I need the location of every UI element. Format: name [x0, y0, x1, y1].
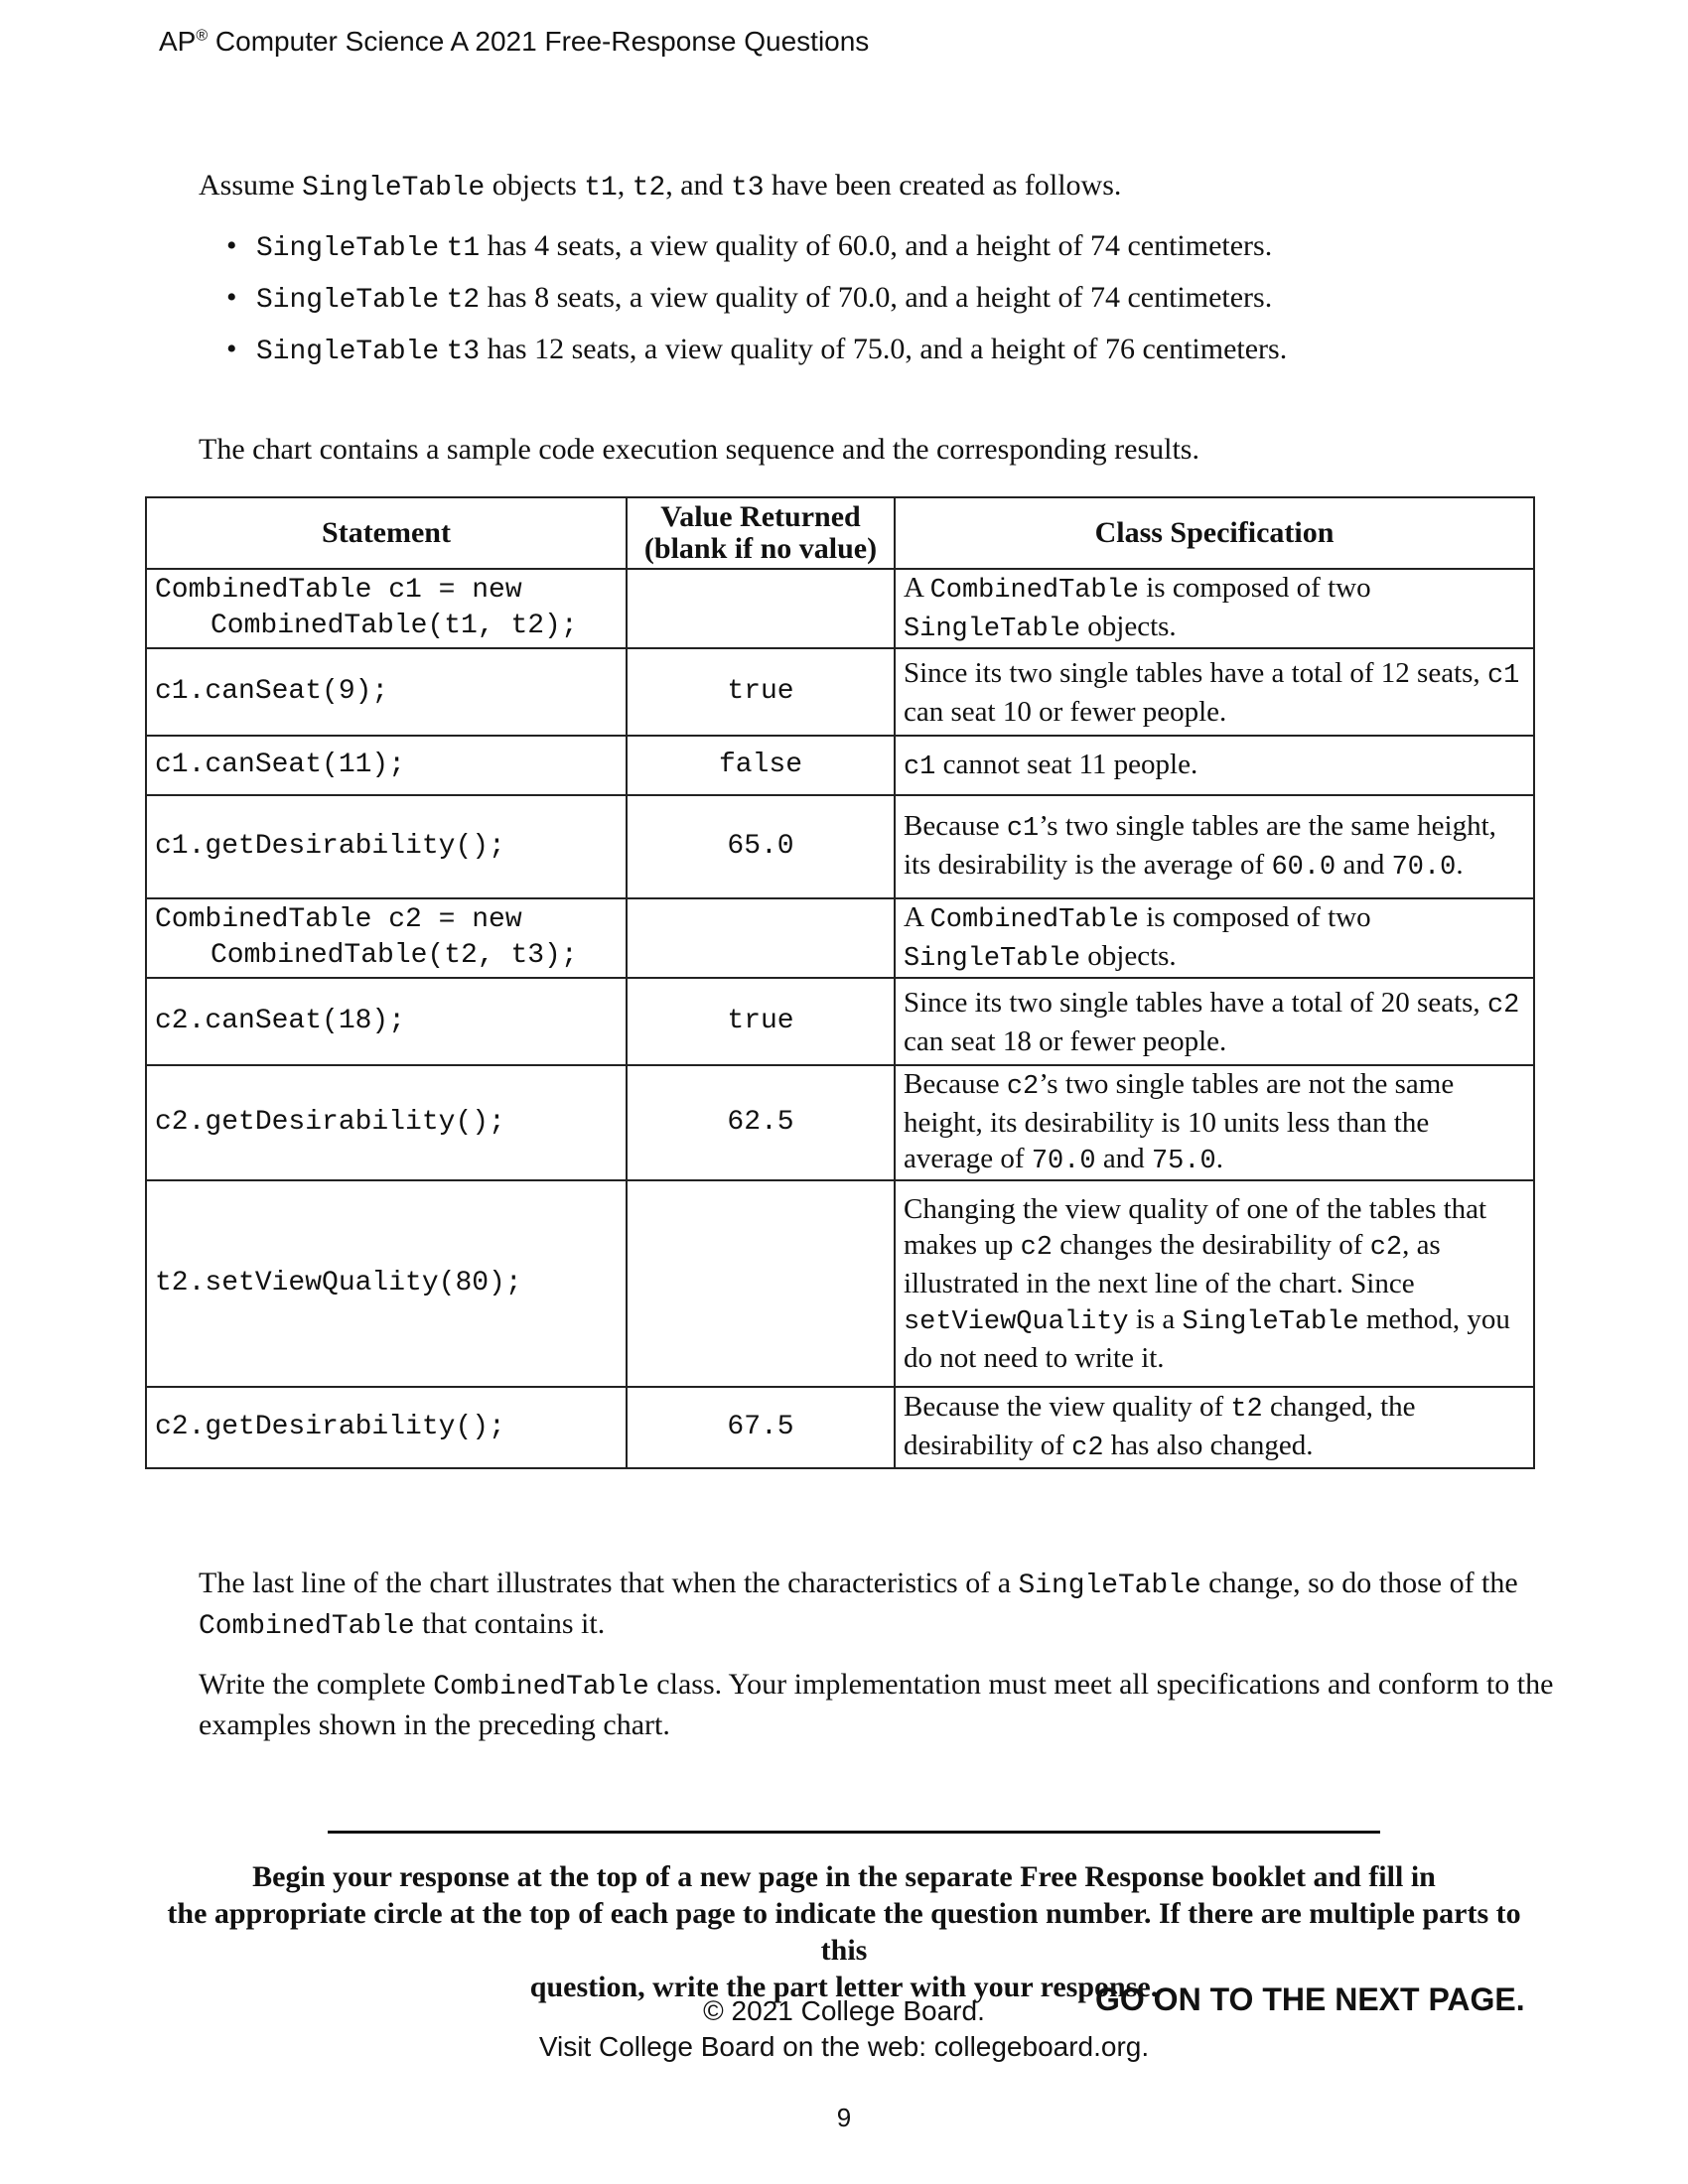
intro-var-t2: t2	[632, 173, 666, 204]
statement-cell	[146, 978, 627, 1065]
intro-class-name: SingleTable	[302, 173, 486, 204]
statement-cell	[146, 569, 627, 648]
text-run: is a	[1128, 1303, 1183, 1335]
statement-cell	[146, 898, 627, 978]
text-run: changed, the desirability of	[904, 1391, 1416, 1461]
code-term: c1	[1006, 814, 1040, 844]
header-value-line2: (blank if no value)	[643, 532, 878, 565]
table-row	[146, 898, 1534, 978]
text-run: is composed of two	[1138, 572, 1371, 604]
code-term: CombinedTable	[199, 1611, 415, 1642]
instruction-line: question, write the part letter with your response.	[529, 1971, 1159, 2003]
table-row	[146, 1387, 1534, 1468]
table-row	[146, 795, 1534, 898]
intro-var-t1: t1	[584, 173, 618, 204]
table-list	[256, 220, 1287, 375]
bullet-var: t3	[446, 337, 481, 367]
class-spec-cell	[895, 978, 1534, 1065]
header-value-line1: Value Returned	[660, 500, 861, 533]
statement-code: c1.canSeat(9);	[155, 676, 389, 707]
code-term: c2	[1006, 1072, 1040, 1102]
bullet-class: SingleTable	[256, 337, 440, 367]
header-statement: Statement	[146, 497, 627, 569]
text-run: Because the view quality of	[904, 1391, 1231, 1423]
statement-cell	[146, 1065, 627, 1180]
bullet-var: t1	[446, 233, 481, 264]
code-term: c2	[1071, 1433, 1104, 1463]
text-run: method, you do not need to write it.	[904, 1303, 1510, 1374]
text-run: , as illustrated in the next line of the chart. Since	[904, 1229, 1441, 1299]
class-spec-cell	[895, 795, 1534, 898]
text-run: Write the complete	[199, 1668, 434, 1701]
statement-cell	[146, 648, 627, 736]
text-run: ’s two single tables are the same height, its desirability is the average of	[904, 810, 1496, 881]
website-notice: Visit College Board on the web: collegeboard.org.	[538, 2031, 1150, 2062]
statement-code: c1.getDesirability();	[155, 831, 505, 862]
table-row	[146, 1180, 1534, 1387]
list-item	[256, 220, 1287, 272]
chart-intro: The chart contains a sample code execution sequence and the corresponding results.	[199, 433, 1199, 466]
intro-sentence: Assume SingleTable objects t1, t2, and t3 have been created as follows.	[199, 169, 1122, 204]
bullet-text: has 12 seats, a view quality of 75.0, and a height of 76 centimeters.	[487, 333, 1288, 365]
code-term: SingleTable	[904, 614, 1081, 644]
table-row	[146, 978, 1534, 1065]
class-spec-cell	[895, 1180, 1534, 1387]
bullet-text: has 4 seats, a view quality of 60.0, and a height of 74 centimeters.	[487, 229, 1273, 262]
code-term: setViewQuality	[904, 1307, 1129, 1337]
text-run: A	[904, 901, 930, 933]
class-spec-cell	[895, 569, 1534, 648]
text-run: .	[1456, 849, 1464, 881]
header-class-spec: Class Specification	[895, 497, 1534, 569]
statement-cell	[146, 795, 627, 898]
text-run: Because	[904, 1068, 1007, 1100]
registered-mark: ®	[196, 27, 209, 45]
header-value-returned	[627, 497, 895, 569]
value-returned-cell	[627, 1180, 895, 1387]
text-run: ’s two single tables are not the same height, its desirability is 10 units less than the average of	[904, 1068, 1455, 1174]
text-run: and	[1336, 849, 1392, 881]
bullet-var: t2	[446, 285, 481, 316]
divider-line	[328, 1831, 1380, 1834]
code-term: c1	[1486, 660, 1520, 691]
class-spec-cell	[895, 1065, 1534, 1180]
instruction-line: Begin your response at the top of a new page in the separate Free Response booklet and fill in	[252, 1860, 1436, 1893]
intro-word: objects	[492, 169, 577, 202]
text-run: has also changed.	[1103, 1430, 1314, 1461]
code-term: c2	[1020, 1233, 1053, 1263]
value-returned-cell: 65.0	[627, 795, 895, 898]
statement-code: c2.canSeat(18);	[155, 1006, 406, 1036]
class-spec-cell	[895, 648, 1534, 736]
table-row	[146, 648, 1534, 736]
text-run: objects.	[1080, 940, 1177, 972]
code-term: c1	[904, 751, 936, 782]
code-term: c2	[1486, 990, 1520, 1021]
value-returned-cell: true	[627, 648, 895, 736]
bullet-class: SingleTable	[256, 285, 440, 316]
text-run: class. Your implementation must meet all specifications and conform to the examples shown in the preceding chart.	[199, 1668, 1554, 1741]
statement-code-continuation: CombinedTable(t1, t2);	[211, 611, 578, 641]
value-returned-cell: 67.5	[627, 1387, 895, 1468]
value-returned-cell: 62.5	[627, 1065, 895, 1180]
table-row	[146, 1065, 1534, 1180]
text-run: is composed of two	[1138, 901, 1371, 933]
value-returned-cell	[627, 898, 895, 978]
class-spec-cell	[895, 1387, 1534, 1468]
intro-word: and	[680, 169, 724, 202]
copyright: © 2021 College Board.	[703, 1995, 985, 2026]
page-number: 9	[836, 2103, 852, 2132]
table-row	[146, 736, 1534, 795]
page-footer	[496, 1993, 1192, 2065]
text-run: Because	[904, 810, 1007, 842]
list-item	[256, 324, 1287, 375]
text-run: can seat 10 or fewer people.	[904, 695, 1227, 728]
code-term: 70.0	[1391, 853, 1457, 883]
class-spec-cell	[895, 736, 1534, 795]
code-term: c2	[1369, 1233, 1403, 1263]
statement-code: c2.getDesirability();	[155, 1107, 505, 1138]
statement-code-continuation: CombinedTable(t2, t3);	[211, 940, 578, 971]
value-returned-cell: true	[627, 978, 895, 1065]
table-header-row	[146, 497, 1534, 569]
code-term: SingleTable	[904, 944, 1081, 974]
intro-var-t3: t3	[731, 173, 765, 204]
list-item	[256, 272, 1287, 324]
code-term: t2	[1230, 1395, 1263, 1425]
bullet-class: SingleTable	[256, 233, 440, 264]
statement-cell	[146, 1180, 627, 1387]
intro-word: Assume	[199, 169, 295, 202]
code-term: CombinedTable	[929, 576, 1139, 606]
text-run: change, so do those of the	[1200, 1567, 1518, 1599]
value-returned-cell: false	[627, 736, 895, 795]
text-run: Since its two single tables have a total of 12 seats,	[904, 656, 1487, 689]
header-prefix: AP	[159, 26, 197, 57]
statement-cell	[146, 1387, 627, 1468]
text-run: and	[1095, 1143, 1152, 1174]
code-term: SingleTable	[1018, 1570, 1201, 1601]
statement-code: CombinedTable c1 = new	[155, 575, 522, 606]
intro-tail: have been created as follows.	[772, 169, 1122, 202]
text-run: The last line of the chart illustrates that when the characteristics of a	[199, 1567, 1019, 1599]
code-term: 75.0	[1151, 1147, 1216, 1176]
table-row	[146, 569, 1534, 648]
statement-cell	[146, 736, 627, 795]
text-run: Since its two single tables have a total of 20 seats,	[904, 986, 1487, 1019]
go-on-notice: GO ON TO THE NEXT PAGE.	[1095, 1981, 1525, 2017]
statement-code: c2.getDesirability();	[155, 1412, 505, 1442]
code-term: 70.0	[1031, 1147, 1096, 1176]
statement-code: c1.canSeat(11);	[155, 750, 406, 780]
text-run: .	[1215, 1143, 1223, 1174]
code-term: CombinedTable	[433, 1672, 649, 1703]
code-term: 60.0	[1271, 853, 1336, 883]
closing-paragraph-1	[199, 1565, 1569, 1646]
text-run: cannot seat 11 people.	[935, 748, 1198, 780]
text-run: Changing the view quality of one of the tables that makes up	[904, 1193, 1487, 1261]
class-spec-cell	[895, 898, 1534, 978]
header-title: Computer Science A 2021 Free-Response Questions	[208, 26, 870, 57]
text-run: objects.	[1080, 611, 1177, 642]
statement-code: t2.setViewQuality(80);	[155, 1268, 522, 1298]
closing-paragraph-2	[199, 1666, 1569, 1744]
bullet-text: has 8 seats, a view quality of 70.0, and a height of 74 centimeters.	[487, 281, 1273, 314]
page-header	[159, 26, 869, 58]
text-run: changes the desirability of	[1052, 1229, 1370, 1261]
statement-code: CombinedTable c2 = new	[155, 904, 522, 935]
text-run: A	[904, 572, 930, 604]
code-term: CombinedTable	[929, 905, 1139, 935]
example-table	[145, 496, 1535, 1469]
code-term: SingleTable	[1182, 1307, 1359, 1337]
instruction-line: the appropriate circle at the top of each page to indicate the question number. If there are multiple parts to this	[167, 1897, 1521, 1967]
text-run: can seat 18 or fewer people.	[904, 1024, 1227, 1057]
text-run: that contains it.	[414, 1607, 606, 1640]
value-returned-cell	[627, 569, 895, 648]
